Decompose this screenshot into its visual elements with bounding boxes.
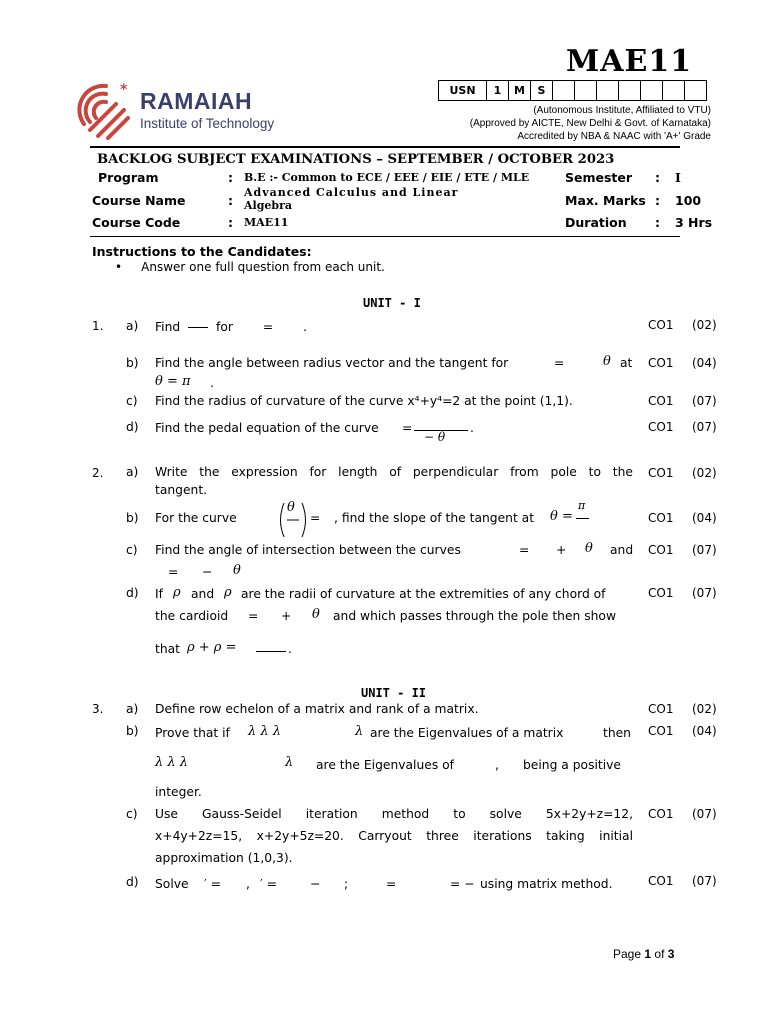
question-text <box>155 317 625 338</box>
co-label: CO1 <box>648 356 674 370</box>
marks: (04) <box>692 724 717 738</box>
marks: (02) <box>692 318 717 332</box>
unit-heading: UNIT - I <box>363 296 421 310</box>
co-label: CO1 <box>648 807 674 821</box>
rho-symbol: ρ <box>224 585 232 600</box>
q1a-text: Find <box>155 320 181 334</box>
co-label: CO1 <box>648 466 674 480</box>
math-fragment: ′ = <box>204 877 222 891</box>
period: . <box>303 320 308 334</box>
math-fragment: − <box>310 877 321 891</box>
co-label: CO1 <box>648 702 674 716</box>
marks: (07) <box>692 543 717 557</box>
and-text: and <box>610 543 634 557</box>
question-text: Find the pedal equation of the curve <box>155 421 379 435</box>
marks: (04) <box>692 356 717 370</box>
semester-value: I <box>675 170 681 185</box>
affiliation-line: (Approved by AICTE, New Delhi & Govt. of Karnataka) <box>469 118 711 129</box>
program-value: B.E :- Common to ECE / EEE / EIE / ETE / MLE <box>244 171 530 184</box>
meta-divider <box>90 236 680 237</box>
question-text: are the radii of curvature at the extremities of any chord of <box>241 587 606 601</box>
minus-sign: − <box>202 565 213 579</box>
math-fragment: = − <box>450 877 475 891</box>
max-marks-label: Max. Marks <box>565 193 646 208</box>
then-text: then <box>603 726 631 740</box>
page-number <box>613 947 674 961</box>
period: . <box>288 642 292 656</box>
math-expression: θ = π <box>155 374 191 389</box>
instruction-text: Answer one full question from each unit. <box>141 260 385 274</box>
usn-cell: S <box>531 81 553 100</box>
marks: (07) <box>692 420 717 434</box>
math-expression: ρ + ρ = <box>187 640 237 655</box>
plus-sign: + <box>281 609 292 623</box>
math-fragment: ; <box>344 877 349 891</box>
co-label: CO1 <box>648 543 674 557</box>
math-fragment: , <box>246 877 250 891</box>
fraction-bar <box>576 518 589 519</box>
equals-sign: = <box>248 609 259 623</box>
question-text: Write the expression for length of perpendicular from pole to the <box>155 465 633 479</box>
question-number: 3. <box>92 702 104 716</box>
theta-symbol: θ <box>603 354 611 369</box>
semester-label: Semester <box>565 170 633 185</box>
fraction-bar <box>256 651 286 652</box>
rho-symbol: ρ <box>173 585 181 600</box>
usn-label: USN <box>439 81 487 100</box>
course-name-value-cont: Algebra <box>244 199 293 212</box>
at-text: at <box>620 356 633 370</box>
marks: (07) <box>692 874 717 888</box>
marks: (07) <box>692 807 717 821</box>
unit-heading: UNIT - II <box>361 686 427 700</box>
usn-cell <box>685 81 706 100</box>
equals-sign: = <box>310 511 321 525</box>
math-expression: θ = <box>550 509 573 524</box>
page-current: 1 <box>644 947 652 961</box>
colon: : <box>228 193 233 208</box>
math-fragment: ′ = <box>260 877 278 891</box>
question-text-cont: and which passes through the pole then show <box>333 609 617 623</box>
course-name-label: Course Name <box>92 193 186 208</box>
marks: (07) <box>692 586 717 600</box>
theta-symbol: θ <box>312 607 320 622</box>
period: . <box>210 376 214 390</box>
part-label: d) <box>126 420 139 434</box>
q1a-text2: for <box>216 320 233 334</box>
equals-sign: = <box>402 421 413 435</box>
cardioid-text: the cardioid <box>155 609 229 623</box>
header-divider <box>90 146 680 148</box>
question-text-cont: , find the slope of the tangent at <box>334 511 535 525</box>
affiliation-line: Accredited by NBA & NAAC with 'A+' Grade <box>517 131 711 142</box>
usn-cell <box>619 81 641 100</box>
part-label: b) <box>126 511 139 525</box>
question-text: Solve <box>155 877 189 891</box>
lambda-symbols: λ λ λ <box>155 755 188 770</box>
program-label: Program <box>98 170 159 185</box>
usn-cell <box>663 81 685 100</box>
colon: : <box>655 170 660 185</box>
usn-cell <box>553 81 575 100</box>
svg-text:*: * <box>120 82 128 98</box>
instructions-heading: Instructions to the Candidates: <box>92 244 312 259</box>
lambda-symbol: λ <box>285 755 294 770</box>
usn-cell: M <box>509 81 531 100</box>
part-label: c) <box>126 394 138 408</box>
math-fragment: = <box>386 877 397 891</box>
period: . <box>470 421 474 435</box>
colon: : <box>655 193 660 208</box>
page-of: of <box>654 947 665 961</box>
question-text: Find the angle of intersection between the curves <box>155 543 461 557</box>
question-text-cont: are the Eigenvalues of a matrix <box>370 726 564 740</box>
page-prefix: Page <box>613 947 642 961</box>
brand-subtitle: Institute of Technology <box>140 116 275 131</box>
course-code-heading: MAE11 <box>566 44 693 79</box>
co-label: CO1 <box>648 420 674 434</box>
usn-cell <box>575 81 597 100</box>
question-text: Find the radius of curvature of the curve x⁴+y⁴=2 at the point (1,1). <box>155 394 573 408</box>
equals-sign: = <box>262 320 274 334</box>
plus-sign: + <box>556 543 567 557</box>
co-label: CO1 <box>648 724 674 738</box>
duration-label: Duration <box>565 215 627 230</box>
question-text: Define row echelon of a matrix and rank of a matrix. <box>155 702 479 716</box>
co-label: CO1 <box>648 318 674 332</box>
question-text: For the curve <box>155 511 237 525</box>
question-text-cont: tangent. <box>155 483 208 497</box>
ramaiah-logo-icon <box>76 80 136 142</box>
part-label: d) <box>126 586 139 600</box>
if-text: If <box>155 587 163 601</box>
fraction-bar <box>188 327 208 328</box>
usn-box <box>438 80 707 101</box>
colon: : <box>228 215 233 230</box>
question-text-cont: being a positive <box>523 758 621 772</box>
question-text-cont: approximation (1,0,3). <box>155 851 293 865</box>
denominator: − θ <box>424 430 446 444</box>
page-total: 3 <box>667 947 675 961</box>
marks: (02) <box>692 702 717 716</box>
part-label: a) <box>126 465 139 479</box>
course-code-value: MAE11 <box>244 216 289 229</box>
question-text-cont: integer. <box>155 785 202 799</box>
question-number: 1. <box>92 319 104 333</box>
usn-cell <box>641 81 663 100</box>
affiliation-block <box>470 104 711 143</box>
brand-block <box>140 88 274 131</box>
part-label: d) <box>126 875 139 889</box>
max-marks-value: 100 <box>675 193 702 208</box>
usn-cell: 1 <box>487 81 509 100</box>
question-text: Prove that if <box>155 726 230 740</box>
affiliation-line: (Autonomous Institute, Affiliated to VTU) <box>533 105 711 116</box>
equals-sign: = <box>554 356 565 370</box>
co-label: CO1 <box>648 586 674 600</box>
question-text: Find the angle between radius vector and the tangent for <box>155 356 509 370</box>
equals-sign: = <box>519 543 530 557</box>
course-code-label: Course Code <box>92 215 181 230</box>
marks: (02) <box>692 466 717 480</box>
part-label: c) <box>126 543 138 557</box>
lambda-symbol: λ <box>355 724 364 739</box>
part-label: a) <box>126 319 139 333</box>
question-number: 2. <box>92 466 104 480</box>
part-label: a) <box>126 702 139 716</box>
exam-title: BACKLOG SUBJECT EXAMINATIONS – SEPTEMBER / OCTOBER 2023 <box>97 152 615 167</box>
theta-symbol: θ <box>233 563 241 578</box>
colon: : <box>228 170 233 185</box>
co-label: CO1 <box>648 394 674 408</box>
pi-symbol: π <box>578 499 586 512</box>
duration-value: 3 Hrs <box>675 215 713 230</box>
part-label: b) <box>126 356 139 370</box>
equals-sign: = <box>168 565 179 579</box>
question-text: Use Gauss-Seidel iteration method to solve 5x+2y+z=12, <box>155 807 633 821</box>
question-text-cont: x+4y+2z=15, x+2y+5z=20. Carryout three iterations taking initial <box>155 829 633 843</box>
part-label: b) <box>126 724 139 738</box>
usn-cell <box>597 81 619 100</box>
co-label: CO1 <box>648 874 674 888</box>
colon: : <box>655 215 660 230</box>
marks: (07) <box>692 394 717 408</box>
theta-symbol: θ <box>585 541 593 556</box>
question-text-cont: are the Eigenvalues of <box>316 758 454 772</box>
instruction-item: • Answer one full question from each unit. <box>115 260 385 274</box>
marks: (04) <box>692 511 717 525</box>
that-text: that <box>155 642 180 656</box>
co-label: CO1 <box>648 511 674 525</box>
comma: , <box>495 758 499 772</box>
theta-symbol: θ <box>287 500 295 515</box>
lambda-symbols: λ λ λ <box>248 724 281 739</box>
brand-name: RAMAIAH <box>140 88 253 114</box>
part-label: c) <box>126 807 138 821</box>
course-name-value: Advanced Calculus and Linear <box>244 186 459 199</box>
question-text-cont: using matrix method. <box>480 877 613 891</box>
and-text: and <box>191 587 215 601</box>
